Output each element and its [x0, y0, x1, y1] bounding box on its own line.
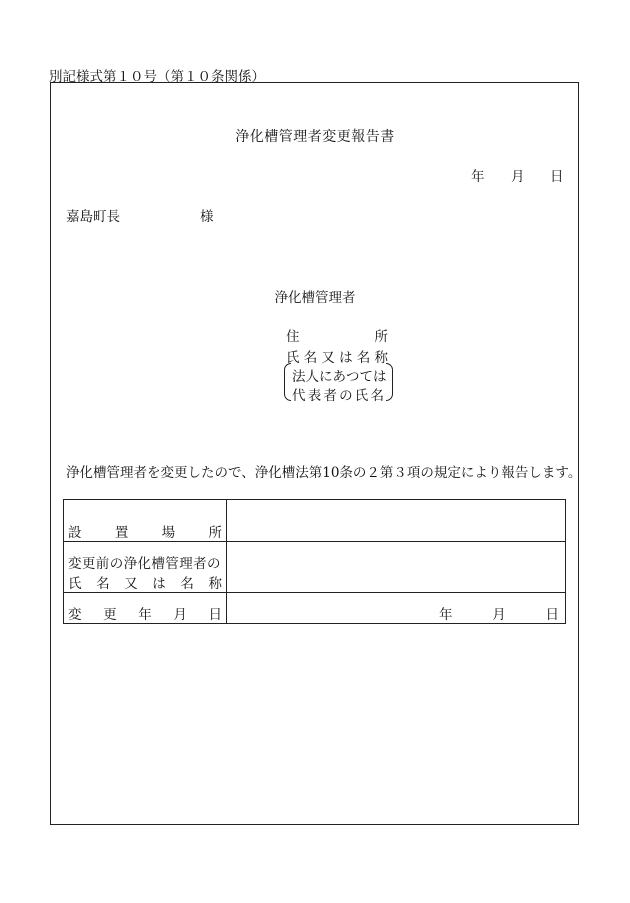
- honorific: 様: [200, 209, 214, 225]
- change-details-table: [63, 499, 566, 624]
- table-row-previous-manager: [64, 542, 566, 593]
- manager-heading: 浄化槽管理者: [274, 290, 356, 306]
- date-month-label: 月: [511, 169, 525, 185]
- document-title: 浄化槽管理者変更報告書: [235, 129, 395, 145]
- table-row-location: [64, 500, 566, 542]
- previous-manager-field[interactable]: [227, 542, 566, 593]
- left-bracket: [284, 363, 291, 401]
- date-year-label: 年: [471, 169, 485, 185]
- date-day-label: 日: [550, 169, 564, 185]
- change-date-field[interactable]: 年 月 日: [227, 593, 566, 624]
- corporation-note-line1: 法 人 に あ つ て は: [292, 369, 387, 385]
- installation-location-field[interactable]: [227, 500, 566, 542]
- previous-manager-label: 変更前の浄化槽管理者の 氏 名 又 は 名 称: [64, 542, 227, 593]
- manager-name-label: 氏 名 又 は 名 称: [286, 350, 388, 366]
- form-frame: [50, 82, 582, 825]
- right-bracket: [386, 363, 393, 401]
- table-row-change-date: [64, 593, 566, 624]
- change-date-label: 変 更 年 月 日: [64, 593, 227, 624]
- form-number-label: 別記様式第１０号（第１０条関係）: [49, 69, 265, 85]
- report-statement: 浄化槽管理者を変更したので、浄化槽法第10条の２第３項の規定により報告します。: [66, 465, 582, 481]
- installation-location-label: 設 置 場 所: [64, 500, 227, 542]
- manager-address-label: 住 所: [286, 329, 388, 345]
- corporation-note-line2: 代 表 者 の 氏 名: [292, 388, 384, 404]
- addressee: 嘉島町長: [66, 209, 120, 225]
